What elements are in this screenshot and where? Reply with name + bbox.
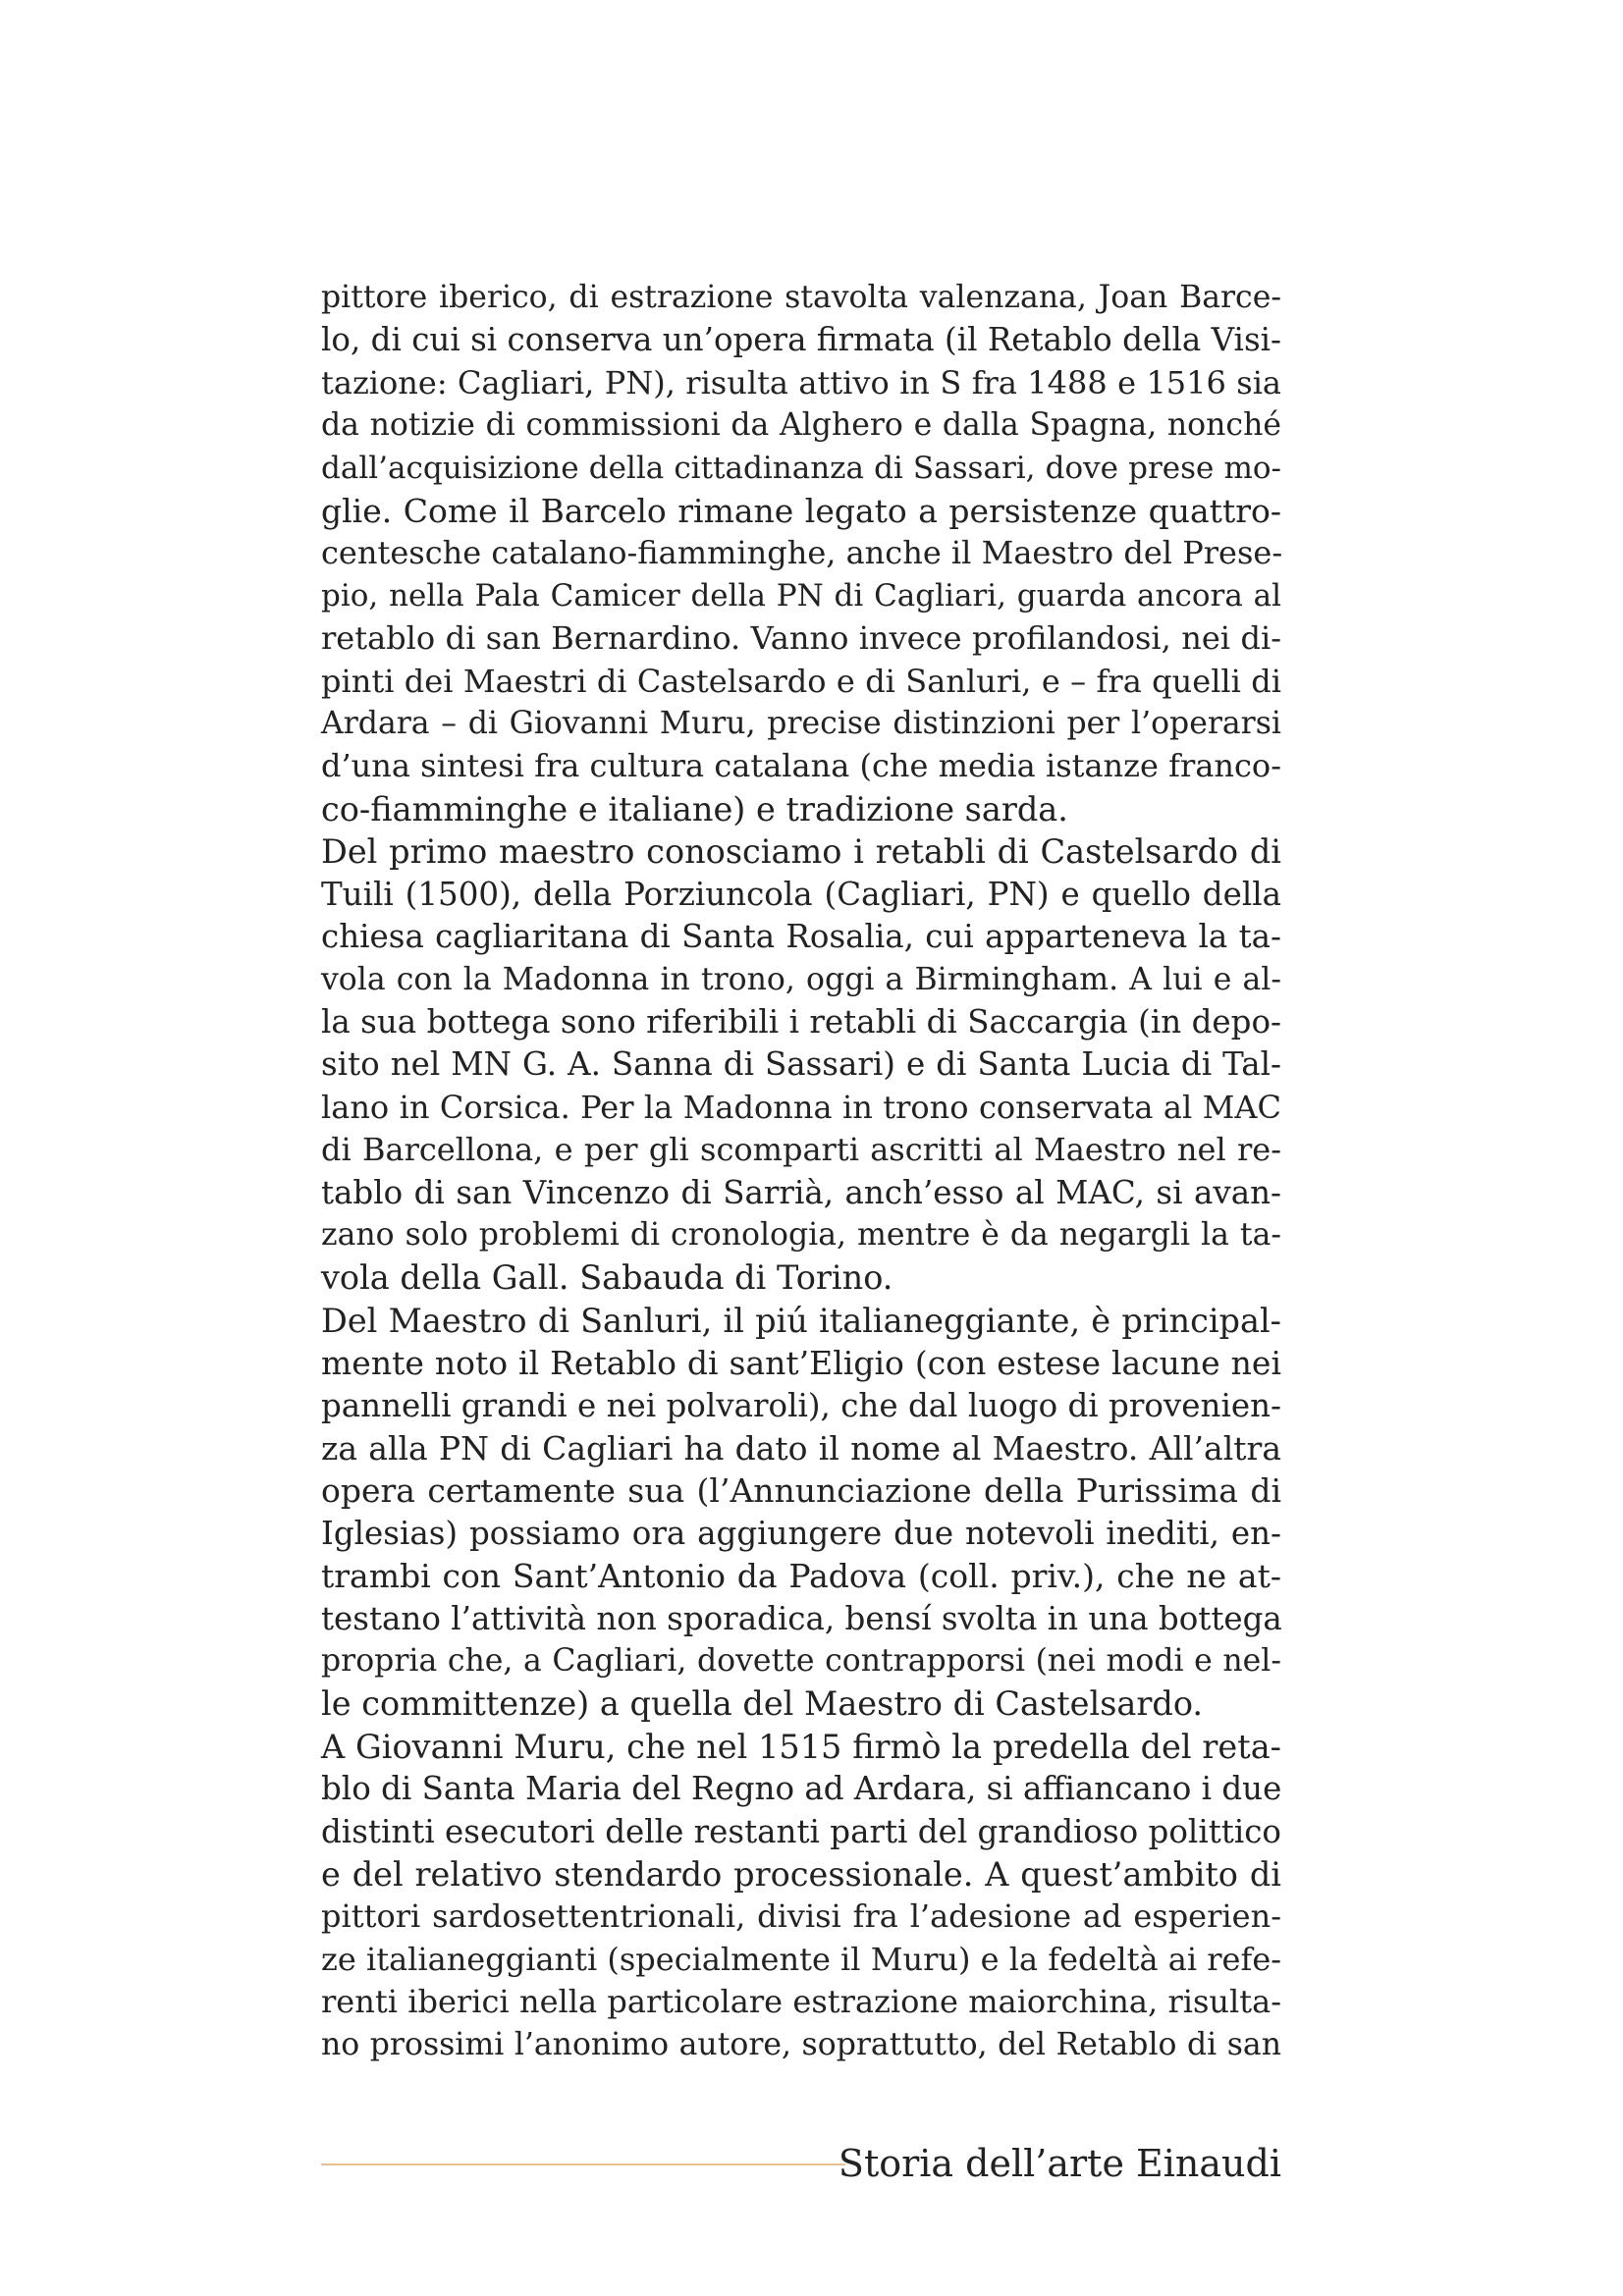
body-line: mente noto il Retablo di sant’Eligio (con estese lacune nei (321, 1344, 1281, 1383)
body-line: tablo di san Vincenzo di Sarrià, anch’esso al MAC, si avan- (321, 1173, 1281, 1211)
body-line: vola con la Madonna in trono, oggi a Birmingham. A lui e al- (321, 961, 1281, 997)
body-line: glie. Come il Barcelo rimane legato a persistenze quattro- (321, 492, 1281, 531)
body-line: blo di Santa Maria del Regno ad Ardara, si affiancano i due (321, 1770, 1282, 1808)
body-line: di Barcellona, e per gli scomparti ascritti al Maestro nel re- (321, 1131, 1281, 1169)
body-line: centesche catalano-fiamminghe, anche il Maestro del Prese- (321, 534, 1283, 572)
body-line: vola della Gall. Sabauda di Torino. (321, 1258, 893, 1298)
body-line: sito nel MN G. A. Sanna di Sassari) e di Santa Lucia di Tal- (321, 1045, 1281, 1084)
body-line: dall’acquisizione della cittadinanza di Sassari, dove prese mo- (321, 450, 1281, 486)
body-line: renti iberici nella particolare estrazione maiorchina, risulta- (321, 1983, 1281, 2021)
footer-title: Storia dell’arte Einaudi (838, 2142, 1281, 2185)
body-line: da notizie di commissioni da Alghero e dalla Spagna, nonché (321, 407, 1281, 444)
body-line: co-fiamminghe e italiane) e tradizione sarda. (321, 789, 1068, 828)
body-line: la sua bottega sono riferibili i retabli di Saccargia (in depo- (321, 1002, 1281, 1041)
body-text (321, 277, 1281, 2066)
body-line: testano l’attività non sporadica, bensí svolta in una bottega (321, 1599, 1282, 1637)
body-line: Iglesias) possiamo ora aggiungere due notevoli inediti, en- (321, 1514, 1281, 1552)
body-line: pinti dei Maestri di Castelsardo e di Sanluri, e – fra quelli di (321, 662, 1281, 700)
body-line: le committenze) a quella del Maestro di Castelsardo. (321, 1684, 1204, 1724)
body-line: d’una sintesi fra cultura catalana (che media istanze franco- (321, 747, 1281, 785)
footer-rule (321, 2163, 845, 2165)
body-line: Del Maestro di Sanluri, il piú italianeggiante, è principal- (321, 1301, 1281, 1340)
body-line: chiesa cagliaritana di Santa Rosalia, cui apparteneva la ta- (321, 918, 1281, 956)
body-line: no prossimi l’anonimo autore, soprattutto, del Retablo di san (321, 2026, 1281, 2062)
body-line: pio, nella Pala Camicer della PN di Cagliari, guarda ancora al (321, 577, 1281, 614)
body-line: propria che, a Cagliari, dovette contrapporsi (nei modi e nel- (321, 1643, 1281, 1679)
body-line: retablo di san Bernardino. Vanno invece profilandosi, nei di- (321, 619, 1281, 658)
body-line: pittori sardosettentrionali, divisi fra l’adesione ad esperien- (321, 1897, 1281, 1936)
body-line: Tuili (1500), della Porziuncola (Cagliari, PN) e quello della (321, 875, 1281, 913)
body-line: lano in Corsica. Per la Madonna in trono conservata al MAC (321, 1088, 1281, 1126)
body-line: zano solo problemi di cronologia, mentre è da negargli la ta- (321, 1216, 1281, 1253)
body-line: pittore iberico, di estrazione stavolta valenzana, Joan Barce- (321, 280, 1281, 315)
body-line: ze italianeggianti (specialmente il Muru) e la fedeltà ai refe- (321, 1940, 1282, 1978)
body-line: e del relativo stendardo processionale. A quest’ambito di (321, 1855, 1281, 1895)
body-line: tazione: Cagliari, PN), risulta attivo in S fra 1488 e 1516 sia (321, 363, 1281, 401)
body-line: za alla PN di Cagliari ha dato il nome al Maestro. All’altra (321, 1428, 1281, 1468)
body-line: Del primo maestro conosciamo i retabli di Castelsardo di (321, 832, 1281, 872)
body-line: opera certamente sua (l’Annunciazione della Purissima di (321, 1471, 1281, 1511)
body-line: trambi con Sant’Antonio da Padova (coll. priv.), che ne at- (321, 1557, 1281, 1596)
body-line: pannelli grandi e nei polvaroli), che dal luogo di provenien- (321, 1386, 1281, 1424)
body-line: A Giovanni Muru, che nel 1515 firmò la predella del reta- (321, 1727, 1281, 1766)
body-line: distinti esecutori delle restanti parti del grandioso polittico (321, 1812, 1281, 1850)
body-line: Ardara – di Giovanni Muru, precise distinzioni per l’operarsi (321, 706, 1281, 742)
body-line: lo, di cui si conserva un’opera firmata (il Retablo della Visi- (321, 321, 1281, 359)
